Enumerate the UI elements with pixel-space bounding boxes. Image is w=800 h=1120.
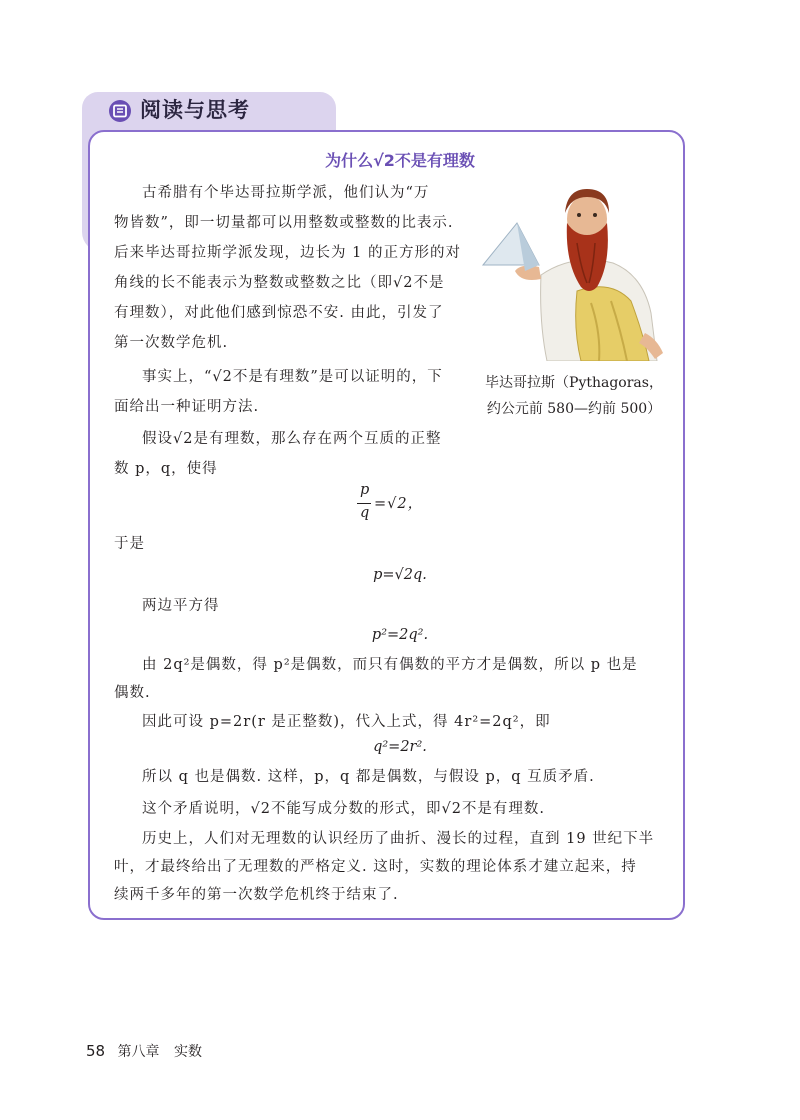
page-footer — [86, 1041, 202, 1061]
chapter-label: 第八章 — [117, 1044, 160, 1060]
section-title: 阅读与思考 — [140, 98, 250, 122]
let-line: 因此可设 p=2r(r 是正整数)，代入上式，得 4r²=2q²，即 — [142, 714, 551, 730]
fraction-numerator: p — [360, 482, 370, 498]
assume-line-1: 假设√2是有理数，那么存在两个互质的正整 — [142, 431, 442, 447]
proof-intro-line-1: 事实上，“√2不是有理数”是可以证明的，下 — [142, 369, 443, 385]
page-number: 58 — [86, 1042, 106, 1060]
intro-line-6: 第一次数学危机. — [114, 335, 229, 351]
intro-line-3: 后来毕达哥拉斯学派发现，边长为 1 的正方形的对 — [114, 245, 461, 261]
history-line-2: 叶，才最终给出了无理数的严格定义. 这时，实数的理论体系才建立起来，持 — [114, 859, 637, 875]
history-line-1: 历史上，人们对无理数的认识经历了曲折、漫长的过程，直到 19 世纪下半 — [142, 831, 655, 847]
intro-line-5: 有理数），对此他们感到惊恐不安. 由此，引发了 — [114, 305, 444, 321]
since-line-2: 偶数. — [114, 685, 151, 701]
intro-line-1: 古希腊有个毕达哥拉斯学派，他们认为“万 — [142, 185, 430, 201]
contradiction-line: 所以 q 也是偶数. 这样，p，q 都是偶数，与假设 p，q 互质矛盾. — [142, 769, 595, 785]
then-label: 于是 — [114, 536, 145, 552]
fraction-bar — [357, 503, 371, 504]
equation-1: p=√2q. — [373, 567, 427, 583]
equation-2: p²=2q². — [371, 627, 429, 643]
figure-caption-line-2: 约公元前 580—约前 500） — [486, 401, 662, 417]
article-title: 为什么√2不是有理数 — [325, 151, 475, 170]
intro-line-4: 角线的长不能表示为整数或整数之比（即√2不是 — [114, 275, 445, 291]
assume-line-2: 数 p，q，使得 — [114, 461, 218, 477]
reading-icon — [108, 99, 132, 123]
figure-caption-line-1: 毕达哥拉斯（Pythagoras， — [485, 375, 663, 391]
fraction-rhs: =√2， — [374, 496, 424, 512]
history-line-3: 续两千多年的第一次数学危机终于结束了. — [114, 887, 399, 903]
chapter-title: 实数 — [174, 1044, 202, 1060]
pythagoras-portrait — [481, 183, 667, 361]
fraction-denominator: q — [360, 505, 370, 521]
intro-line-2: 物皆数”，即一切量都可以用整数或整数的比表示. — [114, 215, 454, 231]
square-label: 两边平方得 — [142, 598, 220, 614]
proof-intro-line-2: 面给出一种证明方法. — [114, 399, 260, 415]
equation-3: q²=2r². — [373, 739, 427, 755]
since-line-1: 由 2q²是偶数，得 p²是偶数，而只有偶数的平方才是偶数，所以 p 也是 — [142, 657, 638, 673]
conclusion-line: 这个矛盾说明，√2不能写成分数的形式，即√2不是有理数. — [142, 801, 546, 817]
